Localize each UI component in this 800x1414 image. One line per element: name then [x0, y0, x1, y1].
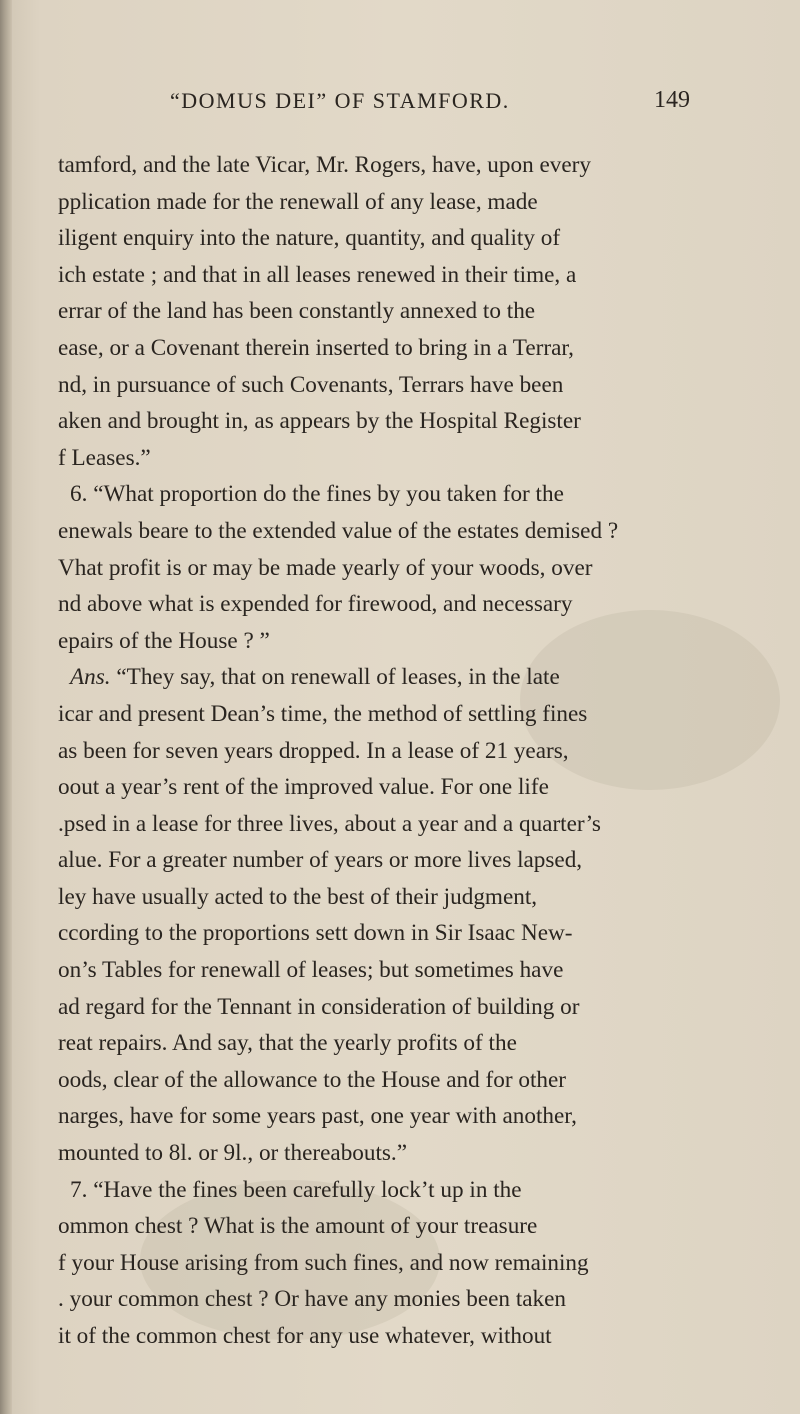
text-line: nd above what is expended for firewood, and necessary — [58, 591, 573, 618]
text-line: pplication made for the renewall of any lease, made — [58, 188, 538, 215]
binding-shadow — [0, 0, 12, 1414]
text-line: alue. For a greater number of years or more lives lapsed, — [58, 847, 583, 874]
text-line: reat repairs. And say, that the yearly profits of the — [58, 1030, 517, 1057]
page-number: 149 — [654, 87, 690, 113]
text-line: it of the common chest for any use whatever, without — [58, 1323, 552, 1349]
text-line — [58, 659, 778, 696]
answer-label: Ans. — [70, 664, 111, 691]
text-line: narges, have for some years past, one year with another, — [58, 1103, 577, 1130]
text-line-rest: “They say, that on renewall of leases, in the late — [110, 664, 560, 691]
text-line: oods, clear of the allowance to the House and for other — [58, 1066, 567, 1093]
text-line: .psed in a lease for three lives, about a year and a quarter’s — [58, 810, 601, 837]
text-line: ommon chest ? What is the amount of your treasure — [58, 1213, 538, 1240]
text-line: icar and present Dean’s time, the method of settling fines — [58, 700, 588, 727]
text-line: ich estate ; and that in all leases renewed in their time, a — [58, 261, 577, 288]
text-line: tamford, and the late Vicar, Mr. Rogers, have, upon every — [58, 152, 591, 178]
text-line: . your common chest ? Or have any monies been taken — [58, 1286, 567, 1313]
text-line: enewals beare to the extended value of the estates demised ? — [58, 517, 619, 544]
text-line: Vhat profit is or may be made yearly of your woods, over — [58, 554, 593, 581]
running-title: “DOMUS DEI” OF STAMFORD. — [170, 88, 510, 113]
running-head — [0, 88, 800, 118]
text-line: epairs of the House ? ” — [58, 627, 270, 654]
text-line: f your House arising from such fines, and now remaining — [58, 1249, 589, 1276]
text-line: nd, in pursuance of such Covenants, Terrars have been — [58, 371, 564, 398]
text-line: 7. “Have the fines been carefully lock’t up in the — [70, 1176, 522, 1203]
text-line: ley have usually acted to the best of their judgment, — [58, 883, 538, 910]
text-line: errar of the land has been constantly annexed to the — [58, 298, 536, 325]
text-line: on’s Tables for renewall of leases; but sometimes have — [58, 957, 564, 984]
body-text — [58, 147, 778, 1355]
text-line: aken and brought in, as appears by the Hospital Register — [58, 408, 581, 435]
text-line: f Leases.” — [58, 444, 151, 471]
text-line: ease, or a Covenant therein inserted to bring in a Terrar, — [58, 334, 574, 361]
text-line: oout a year’s rent of the improved value. For one life — [58, 774, 549, 801]
text-line: iligent enquiry into the nature, quantity, and quality of — [58, 225, 561, 252]
text-line: mounted to 8l. or 9l., or thereabouts.” — [58, 1140, 408, 1167]
text-line: ccording to the proportions sett down in Sir Isaac New- — [58, 920, 573, 947]
text-line: 6. “What proportion do the fines by you taken for the — [70, 481, 564, 508]
text-line: ad regard for the Tennant in consideration of building or — [58, 993, 580, 1020]
text-line: as been for seven years dropped. In a lease of 21 years, — [58, 737, 569, 764]
